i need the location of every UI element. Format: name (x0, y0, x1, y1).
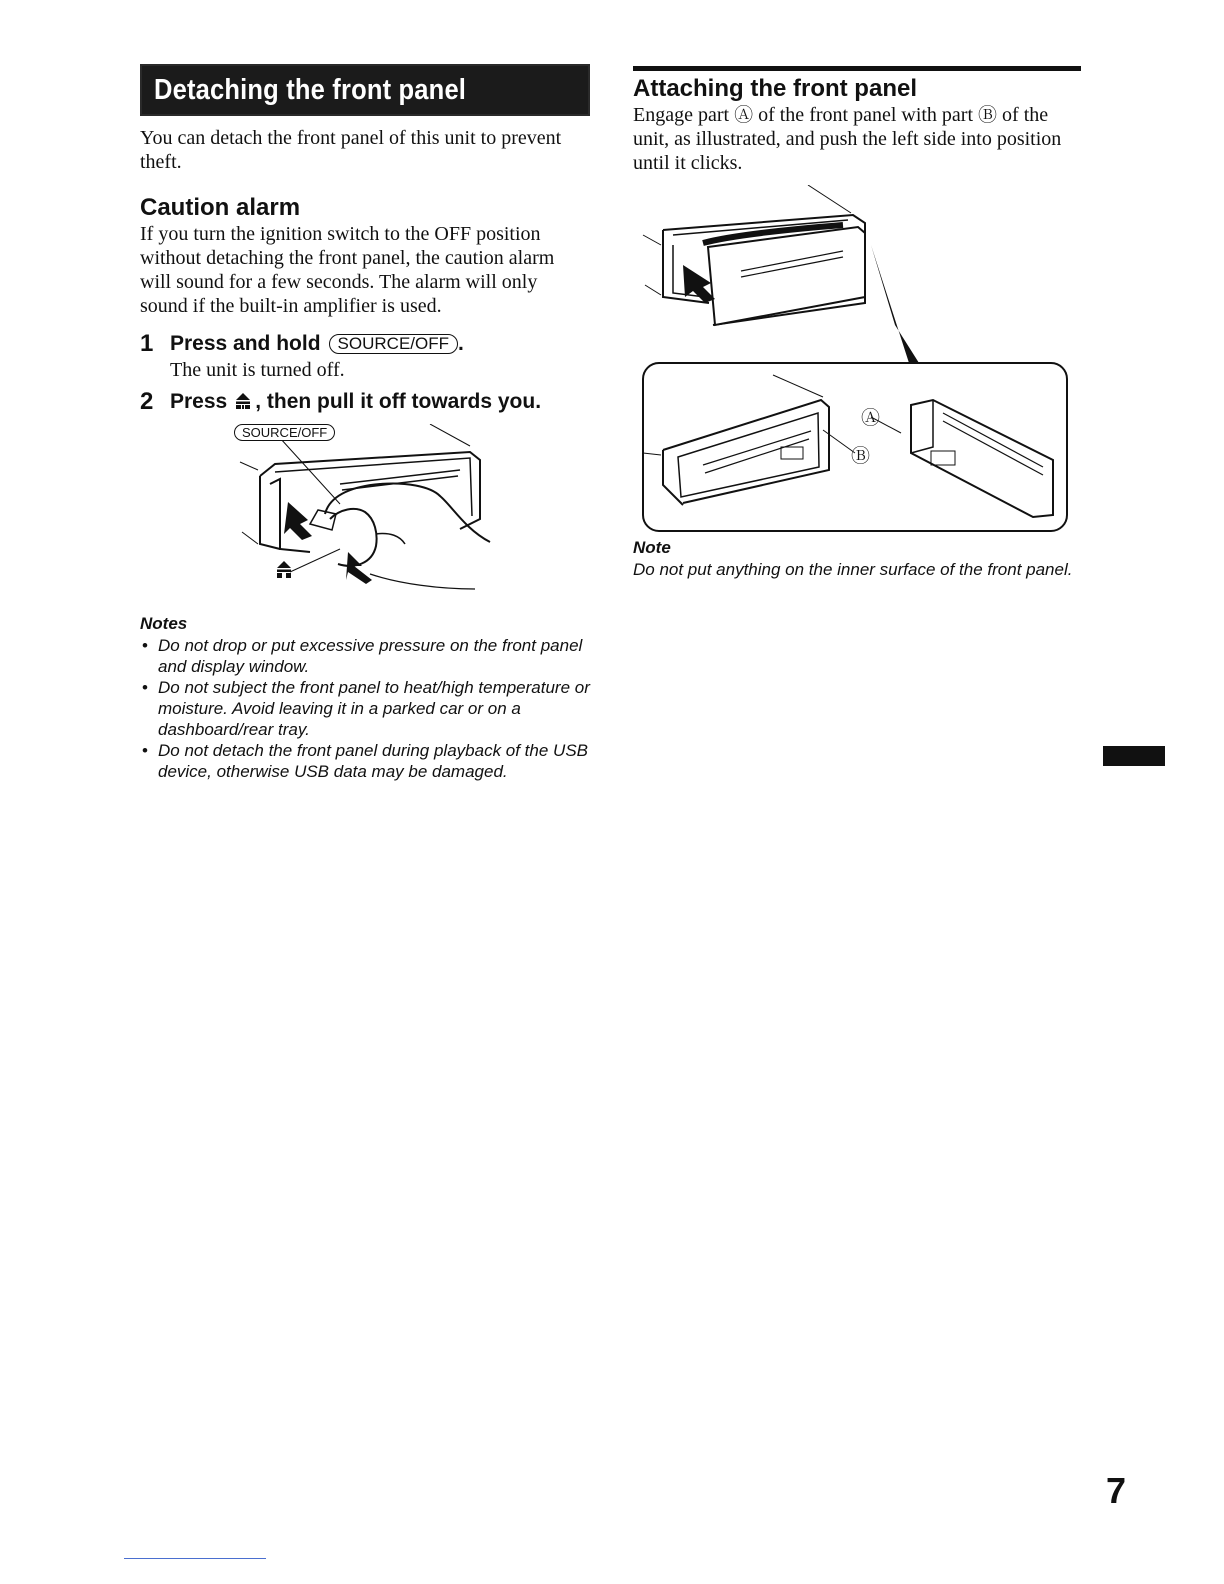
note-text: Do not put anything on the inner surface of the front panel. (633, 560, 1073, 579)
side-tab-marker (1103, 746, 1165, 766)
note-item: • Do not detach the front panel during playback of the USB device, otherwise USB data may be damaged. (140, 740, 590, 782)
section-banner-title: Detaching the front panel (154, 74, 467, 106)
step-2-number: 2 (140, 388, 154, 415)
attach-text-a: Engage part (633, 104, 735, 126)
step-2-post: , then pull it off towards you. (255, 390, 542, 413)
figure-source-off-label: SOURCE/OFF (234, 424, 335, 441)
attach-text-c: of the unit, as illustrated, and push the left side into position until it clicks. (633, 104, 1062, 174)
attach-heading: Attaching the front panel (633, 75, 917, 102)
part-b-mark: Ⓑ (978, 104, 998, 126)
page-number: 7 (1106, 1470, 1127, 1511)
step-2 (140, 388, 590, 416)
part-a-mark: Ⓐ (734, 104, 754, 126)
attach-drawing (633, 185, 1081, 535)
step-1 (140, 330, 590, 382)
attach-illustration (633, 185, 1081, 535)
figure-label-b: Ⓑ (851, 445, 871, 467)
note-title: Note (633, 538, 671, 557)
attach-text-b: of the front panel with part (753, 104, 979, 126)
attach-text (633, 103, 1081, 175)
intro-text: You can detach the front panel of this unit to prevent theft. (140, 127, 562, 173)
note-item: • Do not subject the front panel to heat/high temperature or moisture. Avoid leaving it in a parked car or on a dashboard/rear tray. (140, 677, 590, 740)
detach-illustration (140, 424, 590, 599)
caution-text: If you turn the ignition switch to the OFF position without detaching the front panel, the caution alarm will sound for a few seconds. The alarm will only sound if the built-in amplifier is used. (140, 223, 555, 317)
section-banner (140, 64, 590, 116)
step-1-subtext: The unit is turned off. (170, 359, 345, 381)
notes-list (140, 635, 590, 782)
left-column (140, 64, 590, 782)
bottom-line (124, 1558, 266, 1559)
step-1-number: 1 (140, 330, 154, 357)
notes-title: Notes (140, 614, 188, 633)
step-1-title: Press and hold (170, 332, 321, 355)
caution-heading: Caution alarm (140, 194, 301, 221)
right-column (633, 66, 1081, 580)
eject-icon (233, 392, 253, 410)
step-2-pre: Press (170, 390, 228, 413)
note-item: • Do not drop or put excessive pressure on the front panel and display window. (140, 635, 590, 677)
detach-drawing (140, 424, 590, 599)
step-1-period: . (458, 332, 464, 355)
source-off-button-label: SOURCE/OFF (329, 334, 458, 354)
heading-rule (633, 66, 1081, 71)
figure-label-a: Ⓐ (861, 407, 881, 429)
